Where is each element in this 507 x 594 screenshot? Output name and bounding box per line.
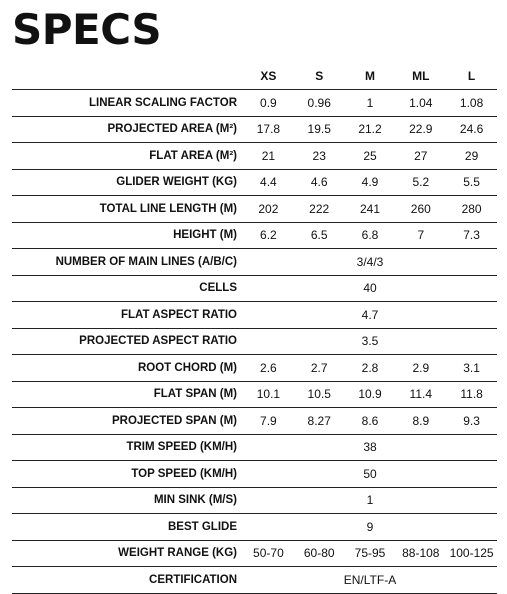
spec-label: MIN SINK (M/S)	[12, 487, 243, 514]
spec-value-xs: 6.2	[243, 222, 294, 249]
spec-value-l: 7.3	[446, 222, 497, 249]
spec-value-s: 23	[294, 143, 345, 170]
spec-label: GLIDER WEIGHT (KG)	[12, 169, 243, 196]
spec-label: TOP SPEED (KM/H)	[12, 461, 243, 488]
spec-value-s: 19.5	[294, 116, 345, 143]
spec-value-all-sizes: 50	[243, 461, 497, 488]
spec-row	[12, 169, 497, 196]
spec-row	[12, 302, 497, 329]
spec-value-l: 280	[446, 196, 497, 223]
spec-value-l: 5.5	[446, 169, 497, 196]
page-title: SPECS	[12, 5, 162, 54]
spec-label: FLAT SPAN (M)	[12, 381, 243, 408]
spec-value-xs: 17.8	[243, 116, 294, 143]
spec-value-s: 6.5	[294, 222, 345, 249]
spec-value-xs: 50-70	[243, 540, 294, 567]
spec-value-s: 4.6	[294, 169, 345, 196]
spec-value-all-sizes: 40	[243, 275, 497, 302]
spec-value-ml: 8.9	[395, 408, 446, 435]
spec-label: FLAT ASPECT RATIO	[12, 302, 243, 329]
spec-row	[12, 381, 497, 408]
spec-label: LINEAR SCALING FACTOR	[12, 90, 243, 117]
spec-value-m: 6.8	[345, 222, 396, 249]
spec-row	[12, 461, 497, 488]
spec-value-all-sizes: 9	[243, 514, 497, 541]
spec-value-l: 100-125	[446, 540, 497, 567]
size-header-xs: XS	[243, 63, 294, 90]
spec-label: CELLS	[12, 275, 243, 302]
spec-label: BEST GLIDE	[12, 514, 243, 541]
specs-table	[12, 63, 497, 594]
spec-row	[12, 143, 497, 170]
spec-row	[12, 249, 497, 276]
spec-row	[12, 222, 497, 249]
spec-value-ml: 27	[395, 143, 446, 170]
spec-label: NUMBER OF MAIN LINES (A/B/C)	[12, 249, 243, 276]
spec-value-xs: 21	[243, 143, 294, 170]
spec-value-xs: 7.9	[243, 408, 294, 435]
size-header-m: M	[345, 63, 396, 90]
spec-value-l: 1.08	[446, 90, 497, 117]
spec-row	[12, 328, 497, 355]
spec-row	[12, 275, 497, 302]
spec-value-m: 75-95	[345, 540, 396, 567]
spec-value-l: 3.1	[446, 355, 497, 382]
specs-body	[12, 90, 497, 594]
spec-value-ml: 11.4	[395, 381, 446, 408]
spec-value-m: 25	[345, 143, 396, 170]
spec-value-xs: 10.1	[243, 381, 294, 408]
spec-value-m: 241	[345, 196, 396, 223]
spec-value-m: 2.8	[345, 355, 396, 382]
spec-value-s: 8.27	[294, 408, 345, 435]
spec-row	[12, 487, 497, 514]
spec-value-m: 8.6	[345, 408, 396, 435]
spec-label: PROJECTED AREA (M²)	[12, 116, 243, 143]
spec-value-xs: 0.9	[243, 90, 294, 117]
spec-value-xs: 4.4	[243, 169, 294, 196]
spec-label: TOTAL LINE LENGTH (M)	[12, 196, 243, 223]
spec-value-l: 29	[446, 143, 497, 170]
size-header-l: L	[446, 63, 497, 90]
spec-row	[12, 408, 497, 435]
spec-row	[12, 434, 497, 461]
spec-row	[12, 196, 497, 223]
spec-label: WEIGHT RANGE (KG)	[12, 540, 243, 567]
spec-label: CERTIFICATION	[12, 567, 243, 594]
spec-row	[12, 355, 497, 382]
spec-value-all-sizes: 38	[243, 434, 497, 461]
spec-row	[12, 90, 497, 117]
spec-value-l: 11.8	[446, 381, 497, 408]
spec-value-ml: 7	[395, 222, 446, 249]
spec-value-s: 2.7	[294, 355, 345, 382]
spec-label: HEIGHT (M)	[12, 222, 243, 249]
spec-row	[12, 514, 497, 541]
spec-value-ml: 2.9	[395, 355, 446, 382]
spec-value-ml: 260	[395, 196, 446, 223]
size-header-row	[12, 63, 497, 90]
spec-value-all-sizes: 3.5	[243, 328, 497, 355]
spec-value-xs: 2.6	[243, 355, 294, 382]
spec-value-ml: 88-108	[395, 540, 446, 567]
spec-value-ml: 1.04	[395, 90, 446, 117]
spec-value-m: 21.2	[345, 116, 396, 143]
spec-value-m: 10.9	[345, 381, 396, 408]
spec-value-all-sizes: 3/4/3	[243, 249, 497, 276]
size-header-ml: ML	[395, 63, 446, 90]
spec-value-all-sizes: EN/LTF-A	[243, 567, 497, 594]
size-header-s: S	[294, 63, 345, 90]
spec-label: FLAT AREA (M²)	[12, 143, 243, 170]
spec-row	[12, 540, 497, 567]
header-label-cell	[12, 63, 243, 90]
spec-value-ml: 22.9	[395, 116, 446, 143]
spec-label: ROOT CHORD (M)	[12, 355, 243, 382]
spec-value-l: 24.6	[446, 116, 497, 143]
spec-value-ml: 5.2	[395, 169, 446, 196]
spec-value-m: 1	[345, 90, 396, 117]
spec-value-s: 0.96	[294, 90, 345, 117]
spec-value-m: 4.9	[345, 169, 396, 196]
spec-value-xs: 202	[243, 196, 294, 223]
spec-label: TRIM SPEED (KM/H)	[12, 434, 243, 461]
spec-value-l: 9.3	[446, 408, 497, 435]
spec-label: PROJECTED ASPECT RATIO	[12, 328, 243, 355]
spec-value-all-sizes: 1	[243, 487, 497, 514]
spec-label: PROJECTED SPAN (M)	[12, 408, 243, 435]
spec-row	[12, 567, 497, 594]
spec-row	[12, 116, 497, 143]
spec-value-s: 10.5	[294, 381, 345, 408]
spec-value-s: 222	[294, 196, 345, 223]
spec-value-s: 60-80	[294, 540, 345, 567]
spec-value-all-sizes: 4.7	[243, 302, 497, 329]
